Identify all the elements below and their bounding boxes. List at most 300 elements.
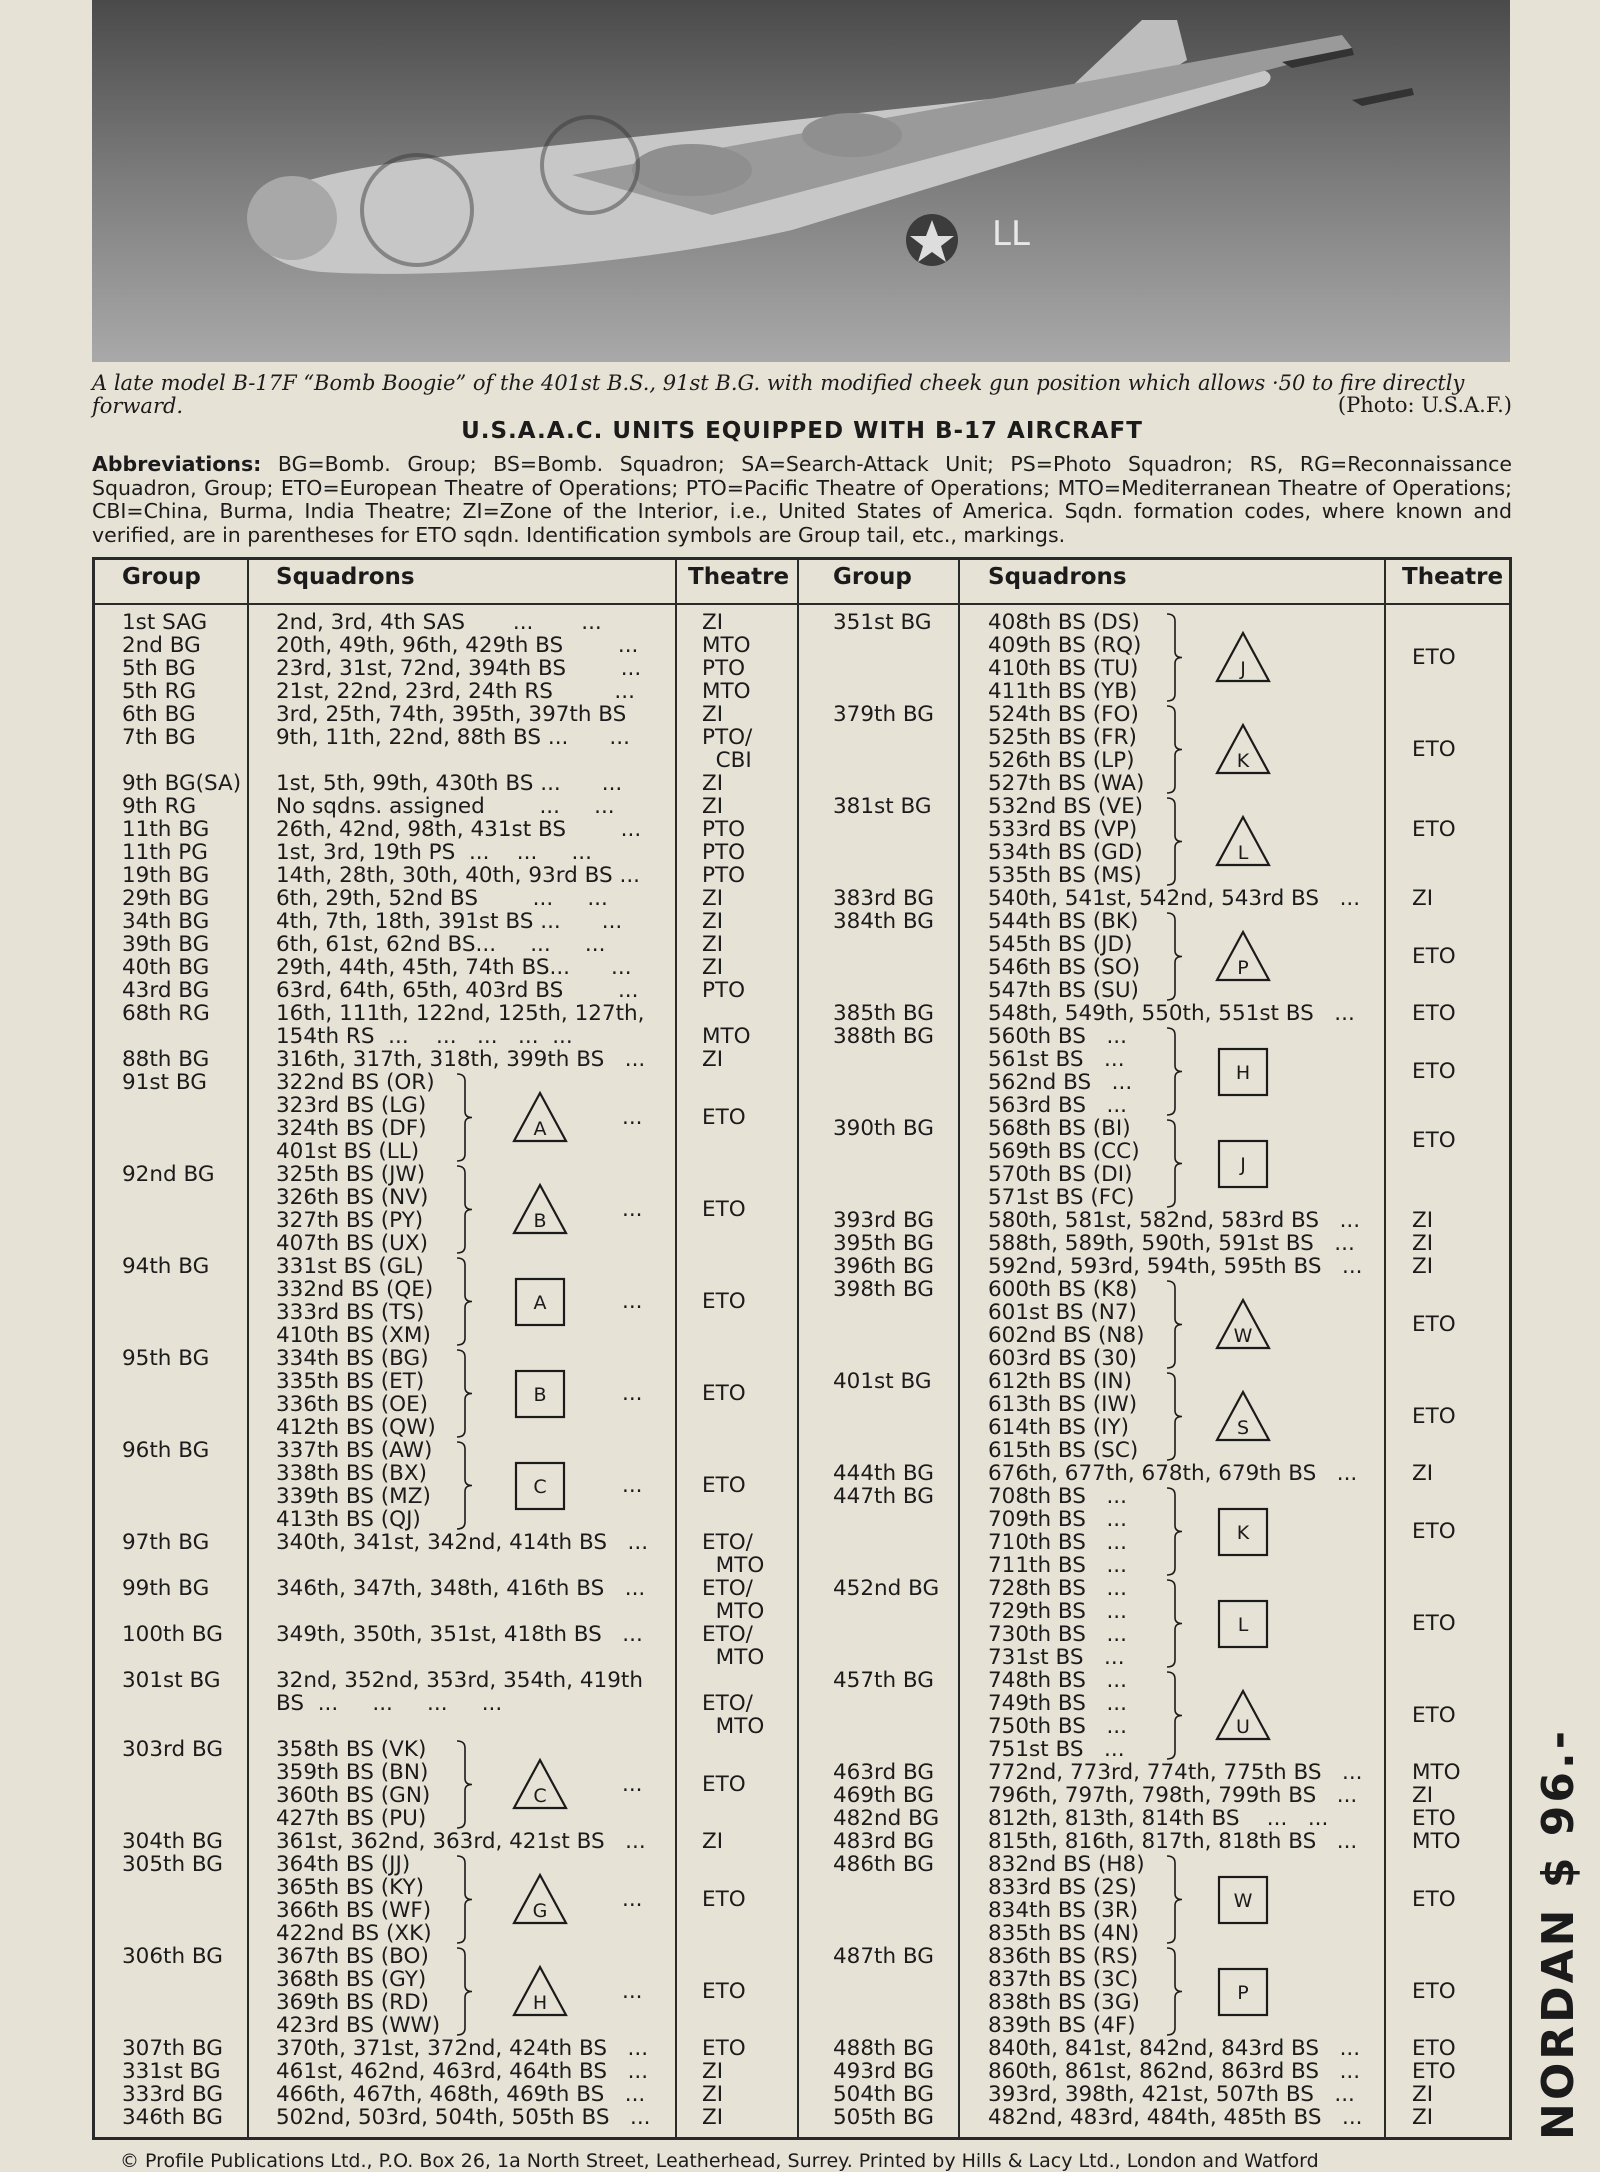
right-squadron-cell: 708th BS ... [988, 1484, 1127, 1509]
left-squadron-cell: 1st, 5th, 99th, 430th BS ... ... [276, 771, 623, 796]
header-group-right: Group [833, 564, 912, 590]
svg-text:J: J [1240, 1153, 1246, 1176]
left-group-cell: 333rd BG [122, 2082, 224, 2107]
left-squadron-cell: 3rd, 25th, 74th, 395th, 397th BS [276, 702, 627, 727]
right-squadron-cell: 709th BS ... [988, 1507, 1127, 1532]
left-theatre-cell: PTO [702, 656, 746, 681]
left-theatre-cell: ETO [702, 2036, 746, 2061]
left-squadron-cell: 361st, 362nd, 363rd, 421st BS ... [276, 1829, 646, 1854]
left-squadron-cell: 6th, 61st, 62nd BS... ... ... [276, 932, 606, 957]
right-theatre-cell: ETO [1412, 1978, 1456, 2004]
svg-text:LL: LL [992, 214, 1030, 254]
right-theatre-cell: ETO [1412, 644, 1456, 670]
caption-text: A late model B-17F “Bomb Boogie” of the 401st B.S., 91st B.G. with modified cheek gun position which allows ·50 to fire directly forward. [92, 371, 1465, 418]
svg-text:A: A [533, 1117, 547, 1140]
left-symbol-leader-dots: ... [622, 1380, 643, 1406]
left-squadron-cell: 1st, 3rd, 19th PS ... ... ... [276, 840, 592, 865]
right-squadron-cell: 571st BS (FC) [988, 1185, 1135, 1210]
left-group-cell: 96th BG [122, 1438, 210, 1463]
svg-text:L: L [1237, 841, 1249, 864]
left-group-cell: 40th BG [122, 955, 210, 980]
right-group-cell: 393rd BG [833, 1208, 935, 1233]
left-theatre-cell: ZI [702, 955, 724, 980]
left-theatre-cell: MTO [702, 1553, 765, 1578]
left-squadron-cell: 32nd, 352nd, 353rd, 354th, 419th [276, 1668, 643, 1693]
right-squadron-cell: 526th BS (LP) [988, 748, 1135, 773]
left-squadron-cell: 9th, 11th, 22nd, 88th BS ... ... [276, 725, 630, 750]
right-squadron-brace [1165, 1119, 1185, 1208]
abbreviations-text: BG=Bomb. Group; BS=Bomb. Squadron; SA=Search-Attack Unit; PS=Photo Squadron; RS, RG=Reconnaissance Squadron, Group; ETO=European Theatre of Operations; PTO=Pacific Theatre of Operations; MTO=Mediterranean Theatre of Operations; CBI=China, Burma, India Theatre; ZI=Zone of the Interior, i.e., United States of America. Sqdn. formation codes, where known and verified, are in parentheses for ETO sqdn. Identification symbols are Group tail, etc., markings. [92, 452, 1512, 547]
right-squadron-brace [1165, 1280, 1185, 1369]
right-tail-symbol-square-h [1213, 1043, 1273, 1101]
left-squadron-cell: 335th BS (ET) [276, 1369, 425, 1394]
photo-caption [92, 372, 1512, 418]
right-group-cell: 398th BG [833, 1277, 934, 1302]
left-theatre-cell: PTO [702, 840, 746, 865]
right-group-cell: 487th BG [833, 1944, 934, 1969]
left-group-cell: 5th BG [122, 656, 196, 681]
svg-text:G: G [532, 1899, 548, 1922]
left-squadron-brace [455, 1441, 475, 1530]
right-squadron-cell: 409th BS (RQ) [988, 633, 1142, 658]
right-squadron-cell: 710th BS ... [988, 1530, 1127, 1555]
column-divider [797, 557, 799, 2140]
left-tail-symbol-triangle-g [510, 1871, 570, 1929]
left-squadron-cell: 413th BS (QJ) [276, 1507, 421, 1532]
right-theatre-cell: ZI [1412, 2105, 1434, 2130]
left-theatre-cell: MTO [702, 1024, 751, 1049]
svg-text:K: K [1236, 1521, 1250, 1544]
left-group-cell: 346th BG [122, 2105, 223, 2130]
left-group-cell: 9th BG(SA) [122, 771, 242, 796]
right-squadron-cell: 772nd, 773rd, 774th, 775th BS ... [988, 1760, 1363, 1785]
left-symbol-leader-dots: ... [622, 1978, 643, 2004]
right-squadron-cell: 834th BS (3R) [988, 1898, 1139, 1923]
right-squadron-cell: 815th, 816th, 817th, 818th BS ... [988, 1829, 1358, 1854]
abbreviations-paragraph [92, 453, 1512, 547]
left-squadron-cell: 322nd BS (OR) [276, 1070, 435, 1095]
left-symbol-leader-dots: ... [622, 1104, 643, 1130]
right-squadron-cell: 796th, 797th, 798th, 799th BS ... [988, 1783, 1358, 1808]
right-tail-symbol-triangle-s [1213, 1388, 1273, 1446]
header-squadrons: Squadrons [276, 564, 415, 590]
right-group-cell: 486th BG [833, 1852, 934, 1877]
left-group-cell: 97th BG [122, 1530, 210, 1555]
left-group-cell: 9th RG [122, 794, 197, 819]
right-squadron-cell: 525th BS (FR) [988, 725, 1137, 750]
left-squadron-cell: 461st, 462nd, 463rd, 464th BS ... [276, 2059, 649, 2084]
left-squadron-cell: 324th BS (DF) [276, 1116, 427, 1141]
right-squadron-cell: 546th BS (SO) [988, 955, 1141, 980]
left-squadron-cell: 333rd BS (TS) [276, 1300, 425, 1325]
right-theatre-cell: ZI [1412, 2082, 1434, 2107]
right-squadron-cell: 751st BS ... [988, 1737, 1125, 1762]
left-group-cell: 29th BG [122, 886, 210, 911]
right-squadron-brace [1165, 613, 1185, 702]
right-squadron-cell: 569th BS (CC) [988, 1139, 1140, 1164]
left-tail-symbol-triangle-b [510, 1181, 570, 1239]
right-theatre-cell: ZI [1412, 1254, 1434, 1279]
right-squadron-cell: 534th BS (GD) [988, 840, 1143, 865]
left-group-cell: 88th BG [122, 1047, 210, 1072]
left-group-cell: 43rd BG [122, 978, 210, 1003]
left-squadron-cell: 422nd BS (XK) [276, 1921, 432, 1946]
right-theatre-cell: ETO [1412, 817, 1456, 842]
right-squadron-cell: 545th BS (JD) [988, 932, 1133, 957]
left-squadron-cell: 369th BS (RD) [276, 1990, 430, 2015]
left-theatre-cell: PTO [702, 817, 746, 842]
left-squadron-brace [455, 1257, 475, 1346]
left-squadron-cell: 325th BS (JW) [276, 1162, 426, 1187]
left-tail-symbol-square-a [510, 1273, 570, 1331]
svg-text:P: P [1237, 1981, 1249, 2004]
left-squadron-cell: 336th BS (OE) [276, 1392, 429, 1417]
left-tail-symbol-triangle-c [510, 1756, 570, 1814]
right-squadron-cell: 840th, 841st, 842nd, 843rd BS ... [988, 2036, 1361, 2061]
left-theatre-cell: ETO/ [702, 1622, 753, 1647]
right-squadron-cell: 408th BS (DS) [988, 610, 1140, 635]
right-squadron-brace [1165, 1855, 1185, 1944]
right-group-cell: 401st BG [833, 1369, 932, 1394]
right-squadron-cell: 612th BS (IN) [988, 1369, 1132, 1394]
right-group-cell: 457th BG [833, 1668, 934, 1693]
right-squadron-cell: 711th BS ... [988, 1553, 1127, 1578]
right-theatre-cell: ETO [1412, 2059, 1456, 2084]
publisher-footer: © Profile Publications Ltd., P.O. Box 26, 1a North Street, Leatherhead, Surrey. Printed by Hills & Lacy Ltd., London and Watford [120, 2150, 1319, 2172]
left-squadron-brace [455, 1165, 475, 1254]
right-theatre-cell: ETO [1412, 736, 1456, 762]
left-theatre-cell: ETO [702, 1104, 746, 1130]
right-squadron-cell: 562nd BS ... [988, 1070, 1133, 1095]
left-squadron-cell: 466th, 467th, 468th, 469th BS ... [276, 2082, 646, 2107]
left-tail-symbol-triangle-a [510, 1089, 570, 1147]
right-tail-symbol-triangle-k [1213, 721, 1273, 779]
right-theatre-cell: ZI [1412, 1231, 1434, 1256]
left-theatre-cell: ETO [702, 1472, 746, 1498]
column-divider [958, 557, 960, 2140]
left-theatre-cell: ETO [702, 1196, 746, 1222]
left-squadron-cell: 20th, 49th, 96th, 429th BS ... [276, 633, 639, 658]
left-squadron-cell: 4th, 7th, 18th, 391st BS ... ... [276, 909, 623, 934]
left-theatre-cell: ZI [702, 1047, 724, 1072]
left-theatre-cell: ETO/ [702, 1576, 753, 1601]
left-group-cell: 95th BG [122, 1346, 210, 1371]
right-squadron-cell: 728th BS ... [988, 1576, 1127, 1601]
left-group-cell: 307th BG [122, 2036, 223, 2061]
right-squadron-cell: 600th BS (K8) [988, 1277, 1138, 1302]
right-theatre-cell: ETO [1412, 1886, 1456, 1912]
left-theatre-cell: ZI [702, 2105, 724, 2130]
right-theatre-cell: MTO [1412, 1760, 1461, 1785]
left-squadron-brace [455, 1947, 475, 2036]
right-squadron-cell: 561st BS ... [988, 1047, 1125, 1072]
left-squadron-cell: 323rd BS (LG) [276, 1093, 427, 1118]
left-squadron-cell: 338th BS (BX) [276, 1461, 428, 1486]
right-squadron-brace [1165, 1027, 1185, 1116]
right-squadron-cell: 592nd, 593rd, 594th, 595th BS ... [988, 1254, 1363, 1279]
svg-text:J: J [1240, 657, 1246, 680]
right-tail-symbol-square-j [1213, 1135, 1273, 1193]
right-group-cell: 504th BG [833, 2082, 934, 2107]
left-theatre-cell: ETO [702, 1771, 746, 1797]
left-theatre-cell: MTO [702, 1645, 765, 1670]
svg-text:W: W [1233, 1889, 1253, 1912]
left-theatre-cell: ZI [702, 702, 724, 727]
left-squadron-cell: 23rd, 31st, 72nd, 394th BS ... [276, 656, 642, 681]
left-group-cell: 99th BG [122, 1576, 210, 1601]
left-squadron-cell: 154th RS ... ... ... ... ... [276, 1024, 573, 1049]
left-theatre-cell: ETO [702, 1886, 746, 1912]
aircraft-illustration [92, 0, 1510, 362]
left-squadron-cell: 407th BS (UX) [276, 1231, 429, 1256]
b17-photograph [92, 0, 1510, 362]
right-squadron-cell: 411th BS (YB) [988, 679, 1138, 704]
left-squadron-cell: 502nd, 503rd, 504th, 505th BS ... [276, 2105, 651, 2130]
left-theatre-cell: ETO [702, 1978, 746, 2004]
right-tail-symbol-square-k [1213, 1503, 1273, 1561]
left-theatre-cell: MTO [702, 679, 751, 704]
right-tail-symbol-square-l [1213, 1595, 1273, 1653]
right-theatre-cell: ETO [1412, 1806, 1456, 1831]
svg-text:H: H [1235, 1061, 1251, 1084]
right-group-cell: 351st BG [833, 610, 932, 635]
left-squadron-cell: 427th BS (PU) [276, 1806, 427, 1831]
right-tail-symbol-square-w [1213, 1871, 1273, 1929]
right-group-cell: 469th BG [833, 1783, 934, 1808]
header-rule [92, 603, 1512, 605]
right-squadron-brace [1165, 912, 1185, 1001]
right-squadron-brace [1165, 1579, 1185, 1668]
right-squadron-cell: 547th BS (SU) [988, 978, 1139, 1003]
table-title: U.S.A.A.C. UNITS EQUIPPED WITH B-17 AIRCRAFT [461, 418, 1143, 444]
right-group-cell: 493rd BG [833, 2059, 935, 2084]
header-theatre-right: Theatre [1402, 564, 1504, 590]
left-squadron-cell: 410th BS (XM) [276, 1323, 431, 1348]
left-group-cell: 34th BG [122, 909, 210, 934]
left-group-cell: 94th BG [122, 1254, 210, 1279]
left-squadron-cell: 14th, 28th, 30th, 40th, 93rd BS ... [276, 863, 640, 888]
left-symbol-leader-dots: ... [622, 1288, 643, 1314]
svg-text:B: B [533, 1383, 547, 1406]
left-squadron-cell: 334th BS (BG) [276, 1346, 429, 1371]
left-group-cell: 1st SAG [122, 610, 208, 635]
left-squadron-cell: 63rd, 64th, 65th, 403rd BS ... [276, 978, 639, 1003]
svg-text:S: S [1236, 1416, 1250, 1439]
left-squadron-cell: 366th BS (WF) [276, 1898, 432, 1923]
left-group-cell: 303rd BG [122, 1737, 224, 1762]
right-group-cell: 395th BG [833, 1231, 934, 1256]
left-squadron-cell: 346th, 347th, 348th, 416th BS ... [276, 1576, 646, 1601]
left-squadron-cell: 26th, 42nd, 98th, 431st BS ... [276, 817, 642, 842]
left-group-cell: 6th BG [122, 702, 196, 727]
svg-text:C: C [533, 1784, 547, 1807]
right-squadron-cell: 860th, 861st, 862nd, 863rd BS ... [988, 2059, 1361, 2084]
right-squadron-cell: 836th BS (RS) [988, 1944, 1139, 1969]
svg-text:L: L [1237, 1613, 1249, 1636]
right-squadron-cell: 570th BS (DI) [988, 1162, 1133, 1187]
header-squadrons-right: Squadrons [988, 564, 1127, 590]
left-theatre-cell: ETO [702, 1380, 746, 1406]
left-squadron-cell: 358th BS (VK) [276, 1737, 427, 1762]
right-squadron-cell: 560th BS ... [988, 1024, 1127, 1049]
right-group-cell: 384th BG [833, 909, 934, 934]
left-squadron-cell: 340th, 341st, 342nd, 414th BS ... [276, 1530, 649, 1555]
left-theatre-cell: ZI [702, 1829, 724, 1854]
right-squadron-cell: 729th BS ... [988, 1599, 1127, 1624]
left-group-cell: 5th RG [122, 679, 197, 704]
left-squadron-cell: 364th BS (JJ) [276, 1852, 411, 1877]
left-squadron-cell: 339th BS (MZ) [276, 1484, 431, 1509]
left-theatre-cell: PTO [702, 978, 746, 1003]
right-theatre-cell: ETO [1412, 1001, 1456, 1026]
right-tail-symbol-triangle-w [1213, 1296, 1273, 1354]
right-squadron-cell: 532nd BS (VE) [988, 794, 1144, 819]
left-squadron-brace [455, 1855, 475, 1944]
left-group-cell: 304th BG [122, 1829, 223, 1854]
left-squadron-cell: 423rd BS (WW) [276, 2013, 441, 2038]
right-tail-symbol-triangle-u [1213, 1687, 1273, 1745]
right-squadron-cell: 730th BS ... [988, 1622, 1127, 1647]
left-group-cell: 331st BG [122, 2059, 221, 2084]
right-tail-symbol-triangle-j [1213, 629, 1273, 687]
right-group-cell: 482nd BG [833, 1806, 940, 1831]
svg-text:P: P [1237, 956, 1249, 979]
left-squadron-cell: 332nd BS (QE) [276, 1277, 434, 1302]
left-group-cell: 92nd BG [122, 1162, 215, 1187]
left-group-cell: 19th BG [122, 863, 210, 888]
right-squadron-cell: 837th BS (3C) [988, 1967, 1139, 1992]
left-theatre-cell: ZI [702, 909, 724, 934]
left-squadron-cell: No sqdns. assigned ... ... [276, 794, 615, 819]
right-squadron-cell: 563rd BS ... [988, 1093, 1128, 1118]
right-squadron-cell: 750th BS ... [988, 1714, 1127, 1739]
svg-text:H: H [532, 1991, 548, 2014]
right-group-cell: 463rd BG [833, 1760, 935, 1785]
right-theatre-cell: ETO [1412, 1403, 1456, 1429]
left-theatre-cell: ZI [702, 2082, 724, 2107]
right-squadron-cell: 832nd BS (H8) [988, 1852, 1145, 1877]
right-group-cell: 383rd BG [833, 886, 935, 911]
right-theatre-cell: ZI [1412, 1783, 1434, 1808]
left-squadron-cell: 21st, 22nd, 23rd, 24th RS ... [276, 679, 635, 704]
right-theatre-cell: MTO [1412, 1829, 1461, 1854]
right-tail-symbol-square-p [1213, 1963, 1273, 2021]
left-squadron-cell: 370th, 371st, 372nd, 424th BS ... [276, 2036, 649, 2061]
right-squadron-cell: 833rd BS (2S) [988, 1875, 1137, 1900]
left-theatre-cell: MTO [702, 1714, 765, 1739]
left-theatre-cell: ZI [702, 932, 724, 957]
left-squadron-cell: 326th BS (NV) [276, 1185, 429, 1210]
left-group-cell: 305th BG [122, 1852, 223, 1877]
left-symbol-leader-dots: ... [622, 1771, 643, 1797]
left-squadron-cell: 401st BS (LL) [276, 1139, 420, 1164]
left-group-cell: 7th BG [122, 725, 196, 750]
right-theatre-cell: ZI [1412, 1461, 1434, 1486]
right-theatre-cell: ETO [1412, 2036, 1456, 2061]
left-group-cell: 39th BG [122, 932, 210, 957]
left-squadron-cell: 6th, 29th, 52nd BS ... ... [276, 886, 608, 911]
right-squadron-cell: 533rd BS (VP) [988, 817, 1138, 842]
left-group-cell: 306th BG [122, 1944, 223, 1969]
left-group-cell: 68th RG [122, 1001, 210, 1026]
left-squadron-cell: 2nd, 3rd, 4th SAS ... ... [276, 610, 602, 635]
left-squadron-cell: 367th BS (BO) [276, 1944, 429, 1969]
right-group-cell: 505th BG [833, 2105, 934, 2130]
right-theatre-cell: ETO [1412, 1127, 1456, 1153]
column-divider [1384, 557, 1386, 2140]
right-squadron-brace [1165, 1947, 1185, 2036]
right-group-cell: 390th BG [833, 1116, 934, 1141]
right-squadron-cell: 613th BS (IW) [988, 1392, 1138, 1417]
left-squadron-cell: 359th BS (BN) [276, 1760, 429, 1785]
right-squadron-brace [1165, 705, 1185, 794]
right-group-cell: 385th BG [833, 1001, 934, 1026]
left-group-cell: 100th BG [122, 1622, 223, 1647]
left-theatre-cell: ZI [702, 610, 724, 635]
svg-text:B: B [533, 1209, 547, 1232]
left-symbol-leader-dots: ... [622, 1472, 643, 1498]
left-squadron-cell: 349th, 350th, 351st, 418th BS ... [276, 1622, 643, 1647]
left-theatre-cell: MTO [702, 633, 751, 658]
left-symbol-leader-dots: ... [622, 1886, 643, 1912]
left-theatre-cell: ETO [702, 1288, 746, 1314]
left-squadron-cell: 337th BS (AW) [276, 1438, 433, 1463]
right-theatre-cell: ZI [1412, 886, 1434, 911]
right-theatre-cell: ETO [1412, 1610, 1456, 1636]
right-group-cell: 447th BG [833, 1484, 934, 1509]
column-divider [675, 557, 677, 2140]
right-squadron-cell: 393rd, 398th, 421st, 507th BS ... [988, 2082, 1355, 2107]
right-group-cell: 452nd BG [833, 1576, 940, 1601]
right-theatre-cell: ETO [1412, 1058, 1456, 1084]
right-squadron-cell: 676th, 677th, 678th, 679th BS ... [988, 1461, 1358, 1486]
right-squadron-cell: 839th BS (4F) [988, 2013, 1136, 2038]
right-tail-symbol-triangle-p [1213, 928, 1273, 986]
right-squadron-cell: 731st BS ... [988, 1645, 1125, 1670]
left-theatre-cell: PTO/ [702, 725, 753, 750]
left-group-cell: 301st BG [122, 1668, 221, 1693]
right-squadron-cell: 614th BS (IY) [988, 1415, 1130, 1440]
left-squadron-cell: BS ... ... ... ... [276, 1691, 503, 1716]
left-squadron-cell: 16th, 111th, 122nd, 125th, 127th, [276, 1001, 645, 1026]
left-theatre-cell: ETO/ [702, 1530, 753, 1555]
left-squadron-brace [455, 1349, 475, 1438]
left-theatre-cell: ZI [702, 2059, 724, 2084]
svg-text:W: W [1233, 1324, 1253, 1347]
right-theatre-cell: ETO [1412, 943, 1456, 969]
right-squadron-cell: 838th BS (3G) [988, 1990, 1140, 2015]
right-squadron-cell: 615th BS (SC) [988, 1438, 1139, 1463]
right-squadron-cell: 548th, 549th, 550th, 551st BS ... [988, 1001, 1355, 1026]
left-squadron-brace [455, 1740, 475, 1829]
left-theatre-cell: PTO [702, 863, 746, 888]
svg-text:A: A [533, 1291, 547, 1314]
photo-credit: (Photo: U.S.A.F.) [1337, 393, 1512, 417]
left-theatre-cell: CBI [702, 748, 752, 773]
left-squadron-cell: 365th BS (KY) [276, 1875, 425, 1900]
right-squadron-cell: 748th BS ... [988, 1668, 1127, 1693]
left-tail-symbol-square-b [510, 1365, 570, 1423]
left-theatre-cell: MTO [702, 1599, 765, 1624]
left-theatre-cell: ETO/ [702, 1691, 753, 1716]
svg-text:K: K [1236, 749, 1250, 772]
right-squadron-cell: 749th BS ... [988, 1691, 1127, 1716]
column-divider [247, 557, 249, 2140]
right-theatre-cell: ETO [1412, 1311, 1456, 1337]
left-group-cell: 11th PG [122, 840, 208, 865]
left-squadron-cell: 412th BS (QW) [276, 1415, 436, 1440]
right-squadron-brace [1165, 1487, 1185, 1576]
